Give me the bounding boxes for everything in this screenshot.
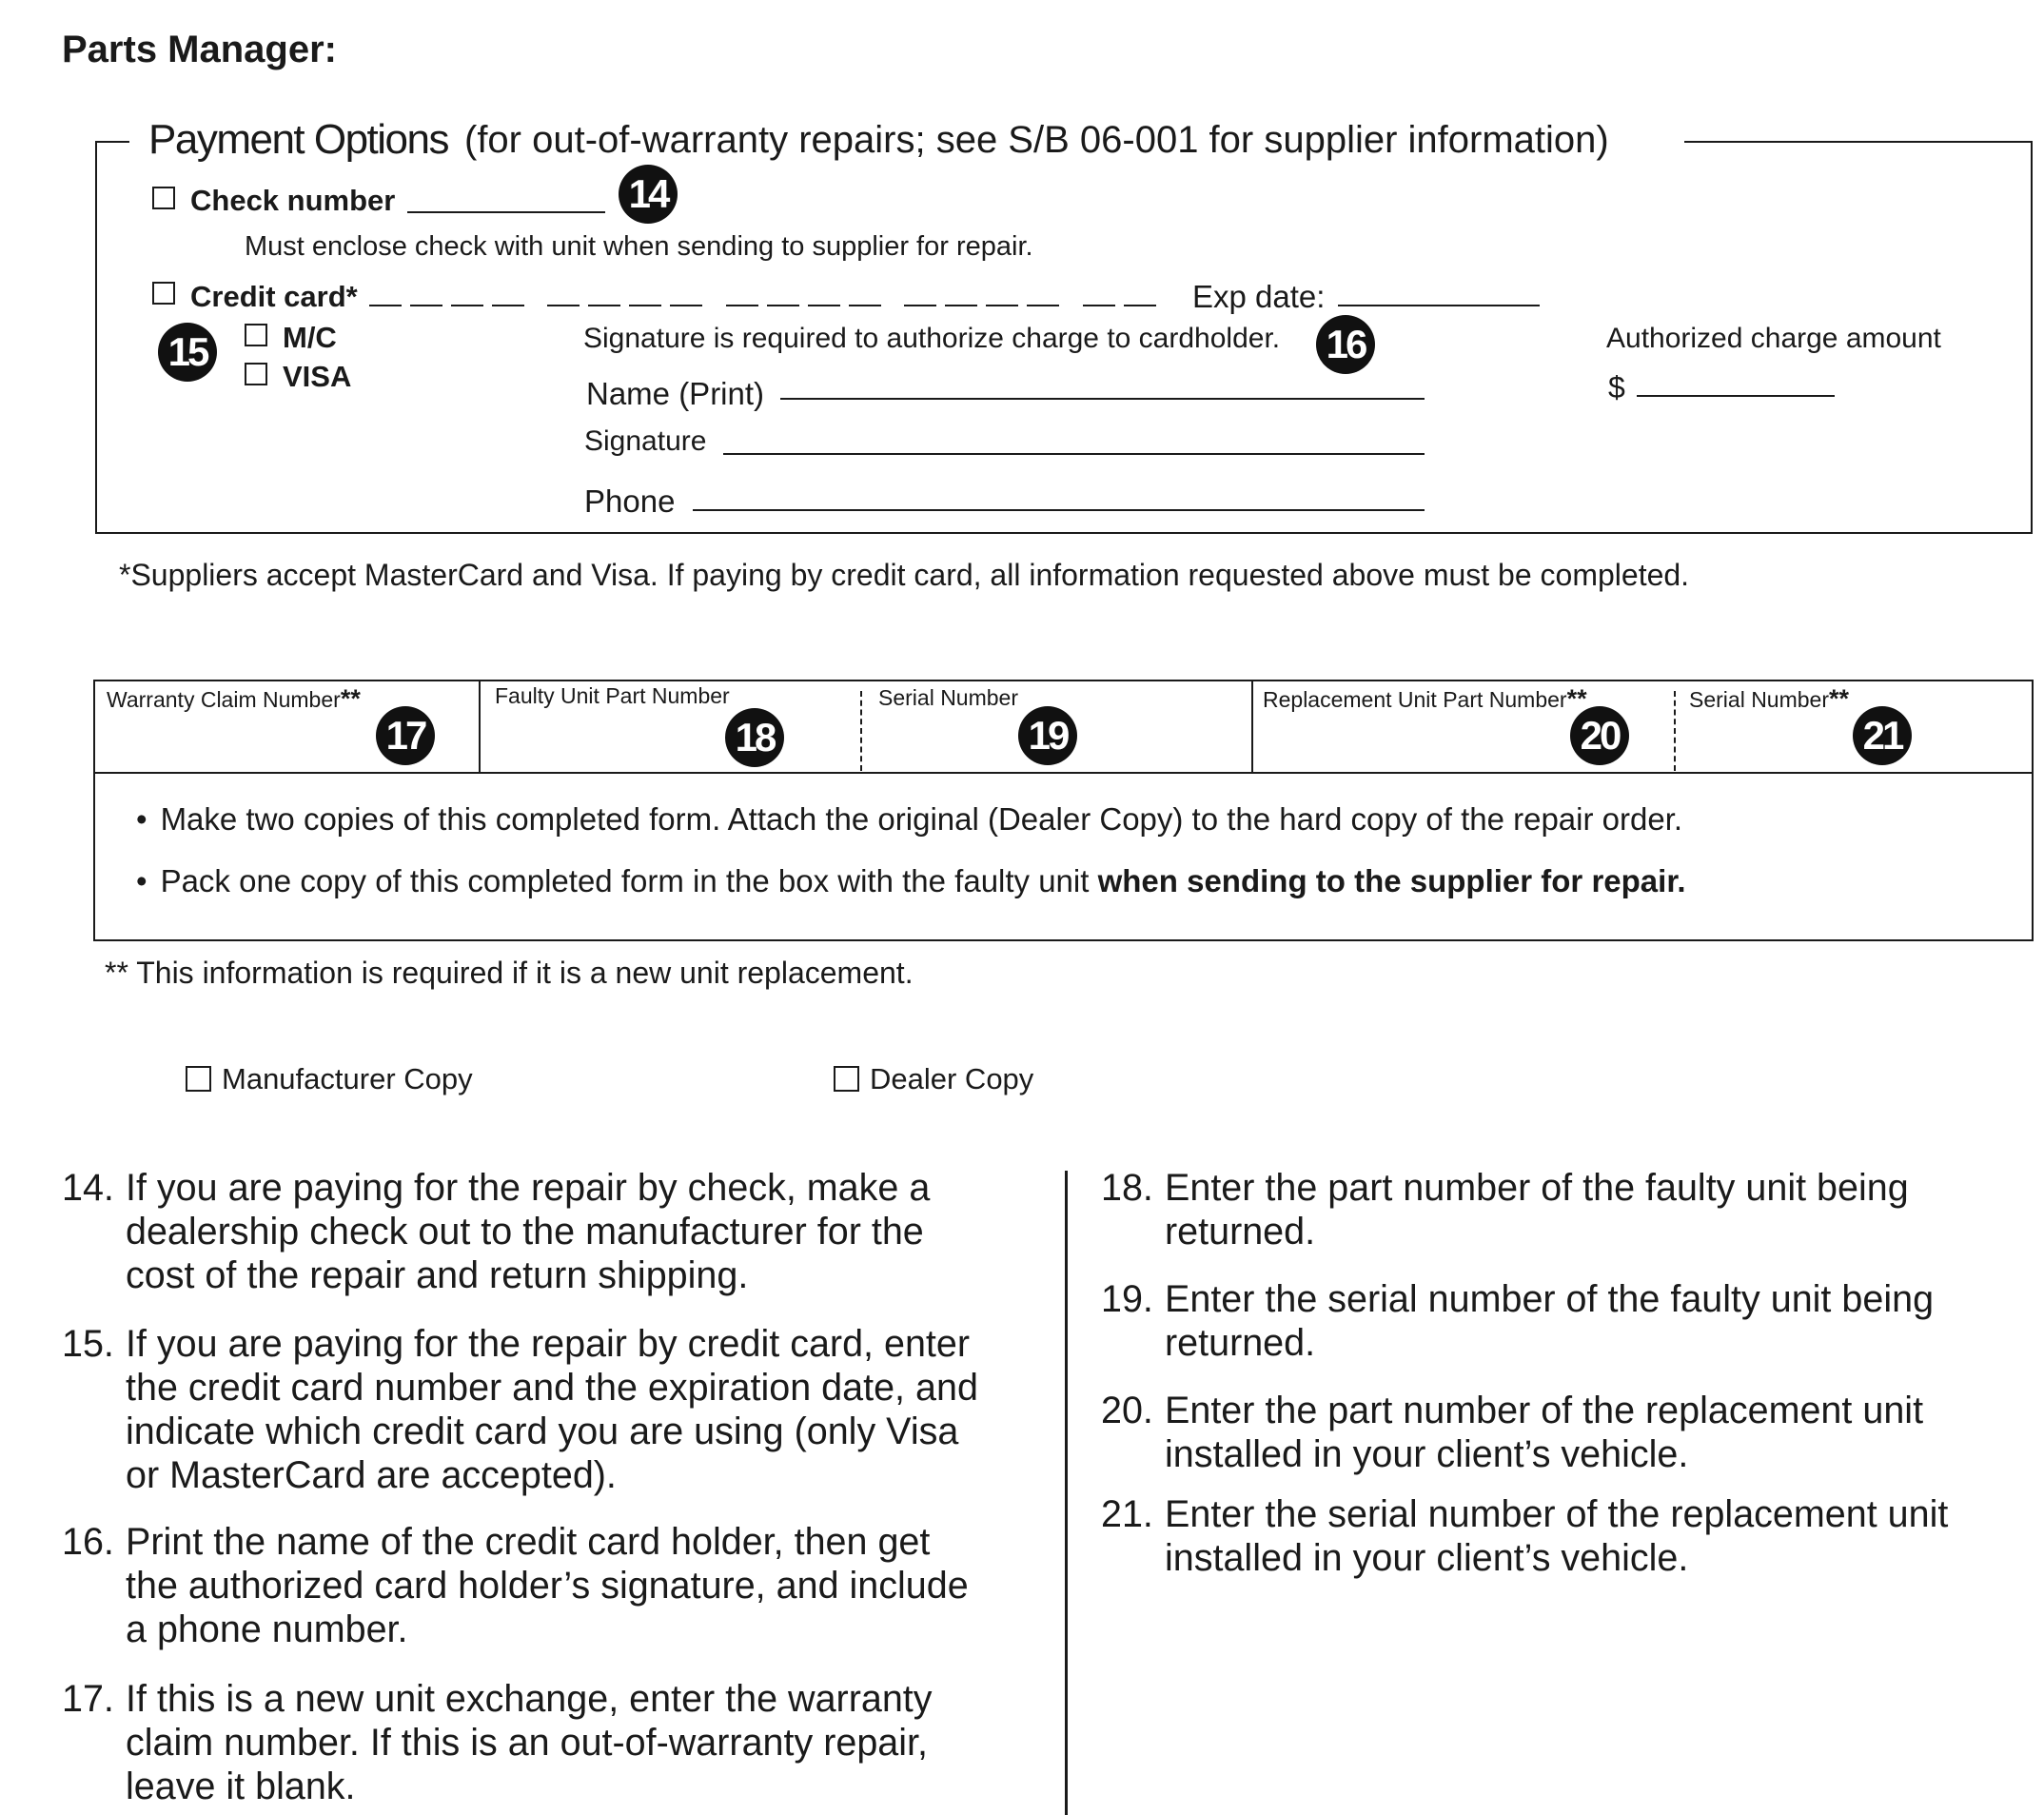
page-title: Parts Manager: [62,29,337,70]
column-divider [1065,1171,1068,1815]
check-note: Must enclose check with unit when sending to supplier for repair. [245,231,1033,262]
dealer-copy-label: Dealer Copy [870,1062,1034,1095]
credit-card-checkbox[interactable] [152,282,175,305]
visa-checkbox[interactable] [245,363,267,385]
dollar-sign: $ [1608,370,1625,404]
dealer-copy-checkbox[interactable] [834,1066,859,1092]
name-print-field[interactable] [780,398,1425,400]
authorized-amount-field[interactable] [1637,395,1835,397]
instruction-bullet-1: • Make two copies of this completed form. Attach the original (Dealer Copy) to the hard copy of the repair order. [136,801,1683,837]
mc-checkbox[interactable] [245,324,267,346]
check-number-checkbox[interactable] [152,187,175,209]
warranty-claim-header: Warranty Claim Number** [107,684,361,713]
exp-date-field[interactable] [1338,305,1540,306]
credit-card-label: Credit card* [190,280,358,313]
replacement-part-header: Replacement Unit Part Number** [1263,684,1587,713]
phone-label: Phone [584,483,676,519]
payment-options-legend-sub: (for out-of-warranty repairs; see S/B 06-001 for supplier information) [464,119,1609,161]
signature-note: Signature is required to authorize charge to cardholder. [583,323,1281,354]
callout-14-badge: 14 [619,165,678,224]
name-print-label: Name (Print) [586,376,765,411]
credit-card-footnote: *Suppliers accept MasterCard and Visa. If paying by credit card, all information requested above must be completed. [119,558,1690,592]
phone-field[interactable] [693,509,1425,511]
serial-number-header: Serial Number [878,685,1018,710]
authorized-amount-label: Authorized charge amount [1606,323,1941,354]
callout-18-badge: 18 [725,708,784,767]
callout-17-badge: 17 [376,706,435,765]
signature-field[interactable] [723,453,1425,455]
callout-19-badge: 19 [1018,706,1077,765]
manufacturer-copy-checkbox[interactable] [186,1066,211,1092]
callout-15-badge: 15 [158,323,217,382]
faulty-part-header: Faulty Unit Part Number [495,683,730,708]
signature-label: Signature [584,425,707,457]
payment-options-legend: Payment Options [148,116,448,163]
visa-label: VISA [283,360,352,393]
check-number-label: Check number [190,184,396,217]
check-number-field[interactable] [407,211,605,213]
callout-21-badge: 21 [1853,706,1912,765]
replacement-serial-header: Serial Number** [1689,684,1850,713]
callout-16-badge: 16 [1316,315,1375,374]
mc-label: M/C [283,321,337,354]
manufacturer-copy-label: Manufacturer Copy [222,1062,473,1095]
callout-20-badge: 20 [1570,706,1629,765]
required-footnote: ** This information is required if it is a new unit replacement. [105,956,914,990]
exp-date-label: Exp date: [1192,279,1326,314]
instruction-bullet-2: • Pack one copy of this completed form in the box with the faulty unit when sending to the supplier for repair. [136,863,1686,898]
